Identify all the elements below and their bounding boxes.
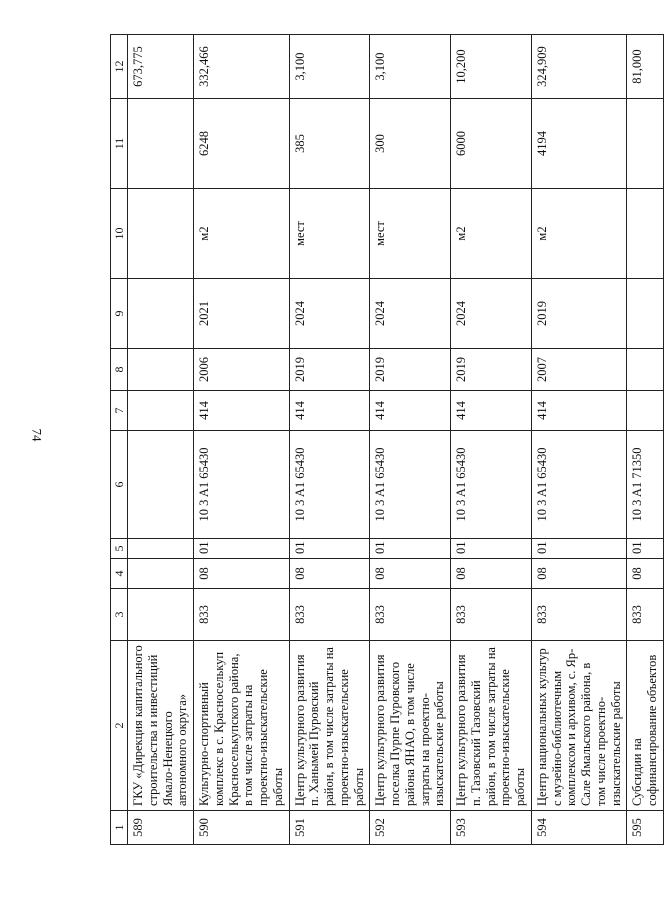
header-cell: 2	[111, 641, 128, 811]
start-year-cell	[128, 349, 194, 391]
target-article-cell: 10 3 A1 71350	[627, 431, 664, 539]
subsection-code-cell: 01	[627, 539, 664, 559]
ministry-code-cell: 833	[531, 589, 627, 641]
amount-cell: 332,466	[194, 35, 290, 99]
subsection-code-cell: 01	[289, 539, 370, 559]
row-number-cell: 589	[128, 811, 194, 845]
section-code-cell: 08	[531, 559, 627, 589]
target-article-cell: 10 3 A1 65430	[370, 431, 451, 539]
capacity-cell	[128, 99, 194, 189]
amount-cell: 3,100	[370, 35, 451, 99]
unit-cell: м2	[451, 189, 532, 279]
data-table	[110, 34, 664, 845]
capacity-cell: 6000	[451, 99, 532, 189]
page-number: 74	[29, 428, 45, 442]
expense-type-cell: 414	[531, 391, 627, 431]
subsection-code-cell: 01	[531, 539, 627, 559]
section-code-cell: 08	[370, 559, 451, 589]
table-row	[451, 35, 532, 845]
capacity-cell: 6248	[194, 99, 290, 189]
amount-cell: 10,200	[451, 35, 532, 99]
table-row	[289, 35, 370, 845]
capacity-cell	[627, 99, 664, 189]
start-year-cell: 2019	[451, 349, 532, 391]
row-number-cell: 593	[451, 811, 532, 845]
section-code-cell	[128, 559, 194, 589]
section-code-cell: 08	[451, 559, 532, 589]
name-cell: Центр культурного развития п. Тазовский Тазовский район, в том числе затраты на проектно-изыскательские работы	[451, 641, 532, 811]
ministry-code-cell: 833	[194, 589, 290, 641]
header-cell: 10	[111, 189, 128, 279]
header-cell: 4	[111, 559, 128, 589]
table-header-row	[111, 35, 128, 845]
unit-cell	[128, 189, 194, 279]
expense-type-cell: 414	[289, 391, 370, 431]
target-article-cell	[128, 431, 194, 539]
row-number-cell: 594	[531, 811, 627, 845]
target-article-cell: 10 3 A1 65430	[531, 431, 627, 539]
expense-type-cell	[627, 391, 664, 431]
section-code-cell: 08	[289, 559, 370, 589]
name-cell: Культурно-спортивный комплекс в с. Красноселькуп Красноселькупского района, в том числе затраты на проектно-изыскательские работы	[194, 641, 290, 811]
header-cell: 1	[111, 811, 128, 845]
name-cell: Центр национальных культур с музейно-библиотечным комплексом и архивом, с. Яр-Сале Ямальского района, в том числе проектно-изыскательские работы	[531, 641, 627, 811]
name-cell: Центр культурного развития п. Ханымей Пуровский район, в том числе затраты на проектно-изыскательские работы	[289, 641, 370, 811]
header-cell: 6	[111, 431, 128, 539]
end-year-cell: 2024	[289, 279, 370, 349]
target-article-cell: 10 3 A1 65430	[451, 431, 532, 539]
unit-cell: мест	[289, 189, 370, 279]
end-year-cell: 2021	[194, 279, 290, 349]
subsection-code-cell: 01	[194, 539, 290, 559]
expense-type-cell: 414	[370, 391, 451, 431]
start-year-cell: 2006	[194, 349, 290, 391]
target-article-cell: 10 3 A1 65430	[194, 431, 290, 539]
start-year-cell: 2007	[531, 349, 627, 391]
section-code-cell: 08	[194, 559, 290, 589]
table-row	[627, 35, 664, 845]
row-number-cell: 595	[627, 811, 664, 845]
name-cell: Центр культурного развития поселка Пурпе Пуровского района ЯНАО, в том числе затраты на проектно-изыскательские работы	[370, 641, 451, 811]
table-row	[128, 35, 194, 845]
table-row	[531, 35, 627, 845]
amount-cell: 3,100	[289, 35, 370, 99]
header-cell: 5	[111, 539, 128, 559]
ministry-code-cell: 833	[289, 589, 370, 641]
header-cell: 11	[111, 99, 128, 189]
table-row	[370, 35, 451, 845]
unit-cell	[627, 189, 664, 279]
end-year-cell	[627, 279, 664, 349]
expense-type-cell	[128, 391, 194, 431]
ministry-code-cell: 833	[627, 589, 664, 641]
amount-cell: 673,775	[128, 35, 194, 99]
end-year-cell: 2024	[451, 279, 532, 349]
name-cell: ГКУ «Дирекция капитального строительства и инвестиций Ямало-Ненецкого автономного округа»	[128, 641, 194, 811]
subsection-code-cell: 01	[370, 539, 451, 559]
ministry-code-cell	[128, 589, 194, 641]
section-code-cell: 08	[627, 559, 664, 589]
start-year-cell: 2019	[289, 349, 370, 391]
start-year-cell	[627, 349, 664, 391]
row-number-cell: 590	[194, 811, 290, 845]
header-cell: 8	[111, 349, 128, 391]
end-year-cell	[128, 279, 194, 349]
expense-type-cell: 414	[194, 391, 290, 431]
unit-cell: м2	[531, 189, 627, 279]
subsection-code-cell	[128, 539, 194, 559]
header-cell: 7	[111, 391, 128, 431]
row-number-cell: 591	[289, 811, 370, 845]
start-year-cell: 2019	[370, 349, 451, 391]
table-rotated-container	[110, 35, 660, 845]
amount-cell: 324,909	[531, 35, 627, 99]
capacity-cell: 4194	[531, 99, 627, 189]
capacity-cell: 385	[289, 99, 370, 189]
end-year-cell: 2024	[370, 279, 451, 349]
unit-cell: мест	[370, 189, 451, 279]
header-cell: 3	[111, 589, 128, 641]
capacity-cell: 300	[370, 99, 451, 189]
unit-cell: м2	[194, 189, 290, 279]
row-number-cell: 592	[370, 811, 451, 845]
end-year-cell: 2019	[531, 279, 627, 349]
ministry-code-cell: 833	[451, 589, 532, 641]
ministry-code-cell: 833	[370, 589, 451, 641]
subsection-code-cell: 01	[451, 539, 532, 559]
expense-type-cell: 414	[451, 391, 532, 431]
header-cell: 9	[111, 279, 128, 349]
target-article-cell: 10 3 A1 65430	[289, 431, 370, 539]
name-cell: Субсидии на софинансирование объектов	[627, 641, 664, 811]
header-cell: 12	[111, 35, 128, 99]
table-row	[194, 35, 290, 845]
amount-cell: 81,000	[627, 35, 664, 99]
